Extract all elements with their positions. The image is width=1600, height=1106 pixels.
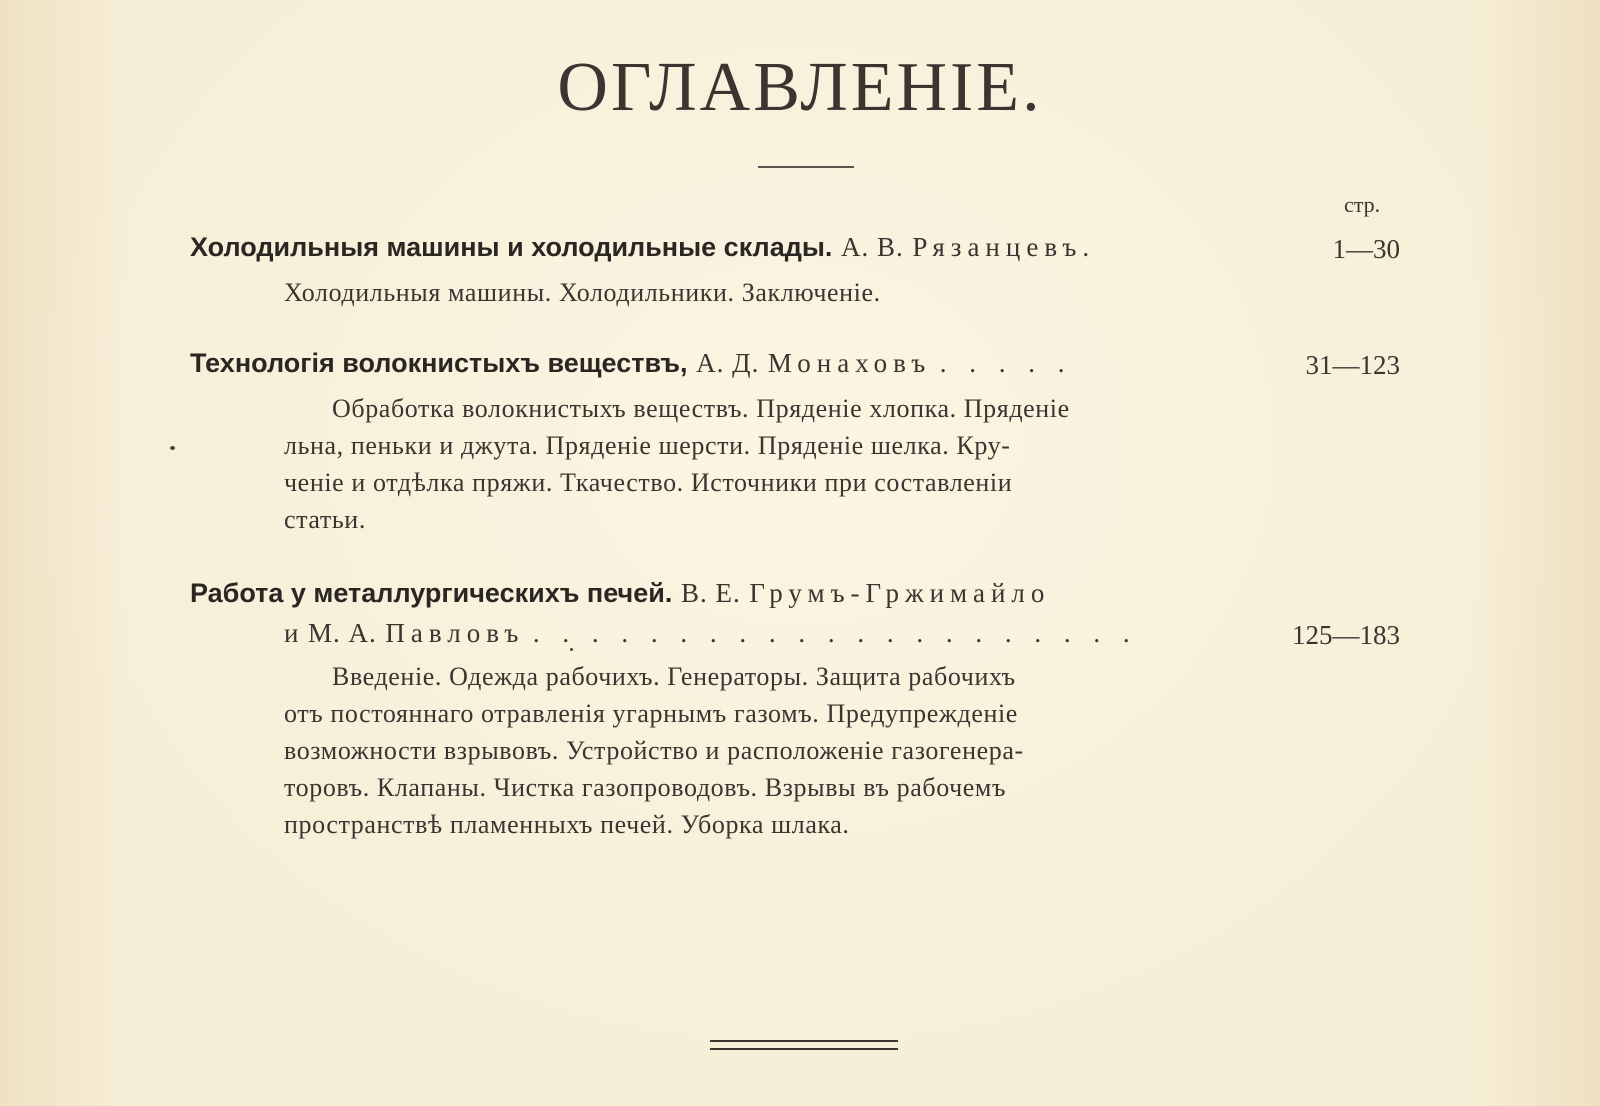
title-divider bbox=[758, 166, 854, 168]
toc-entry-2-heading: Технологія волокнистыхъ веществъ, bbox=[190, 348, 688, 378]
toc-entry-3-pages: 125—183 bbox=[1292, 620, 1400, 650]
toc-entry-3-line-2 bbox=[284, 620, 1138, 647]
toc-entry-2-leader-dots: . . . . . bbox=[939, 348, 1073, 378]
toc-entry-3-author-surname: Грумъ-Гржимайло bbox=[749, 578, 1051, 608]
toc-entry-2-summary bbox=[284, 390, 1070, 538]
toc-entry-3-summary-line: возможности взрывовъ. Устройство и расположеніе газогенера- bbox=[284, 736, 1024, 765]
toc-entry-1-heading: Холодильныя машины и холодильные склады. bbox=[190, 232, 833, 262]
toc-entry-2-summary-line: льна, пеньки и джута. Пряденіе шерсти. Пряденіе шелка. Кру- bbox=[284, 431, 1011, 460]
toc-entry-1-author-surname: Рязанцевъ. bbox=[912, 232, 1096, 262]
toc-entry-2-summary-line: ченіе и отдѣлка пряжи. Ткачество. Источники при составленіи bbox=[284, 468, 1013, 497]
toc-entry-2-pages: 31—123 bbox=[1305, 350, 1400, 380]
toc-entry-3-summary-line: отъ постояннаго отравленія угарнымъ газомъ. Предупрежденіе bbox=[284, 699, 1018, 728]
toc-entry-1-line bbox=[190, 234, 1095, 261]
toc-entry-1-pages: 1—30 bbox=[1332, 234, 1400, 264]
toc-entry-3-summary-line: торовъ. Клапаны. Чистка газопроводовъ. Взрывы въ рабочемъ bbox=[284, 773, 1007, 802]
toc-entry-1-author-initials: А. В. bbox=[841, 232, 904, 262]
paper-speck bbox=[170, 446, 175, 450]
toc-entry-3-summary bbox=[284, 658, 1024, 843]
toc-entry-3-author2-surname: Павловъ bbox=[385, 618, 525, 648]
toc-entry-3-summary-line: пространствѣ пламенныхъ печей. Уборка шлака. bbox=[284, 810, 850, 839]
page-column-label: стр. bbox=[1344, 192, 1381, 217]
toc-entry-3-summary-line: Введеніе. Одежда рабочихъ. Генераторы. Защита рабочихъ bbox=[332, 662, 1016, 691]
page-title: ОГЛАВЛЕНІЕ. bbox=[557, 49, 1043, 126]
toc-entry-3-line bbox=[190, 580, 1050, 607]
toc-entry-2-summary-line: Обработка волокнистыхъ веществъ. Пряденіе хлопка. Пряденіе bbox=[332, 394, 1070, 423]
paper-speck bbox=[570, 648, 573, 651]
toc-entry-2-summary-line: статьи. bbox=[284, 505, 366, 534]
toc-entry-1-summary-line: Холодильныя машины. Холодильники. Заключеніе. bbox=[284, 278, 881, 307]
toc-entry-3-author2-prefix: и bbox=[284, 618, 300, 648]
end-double-rule bbox=[710, 1040, 898, 1050]
toc-entry-2-author-initials: А. Д. bbox=[696, 348, 760, 378]
toc-entry-1-summary bbox=[284, 274, 881, 311]
toc-entry-3-leader-dots: . . . . . . . . . . . . . . . . . . . . . bbox=[532, 618, 1138, 648]
toc-entry-2-author-surname: Монаховъ bbox=[767, 348, 932, 378]
toc-entry-3-author-initials: В. Е. bbox=[680, 578, 741, 608]
toc-entry-2-line bbox=[190, 350, 1073, 377]
toc-entry-3-heading: Работа у металлургическихъ печей. bbox=[190, 578, 673, 608]
toc-entry-3-author2-initials: М. А. bbox=[308, 618, 377, 648]
